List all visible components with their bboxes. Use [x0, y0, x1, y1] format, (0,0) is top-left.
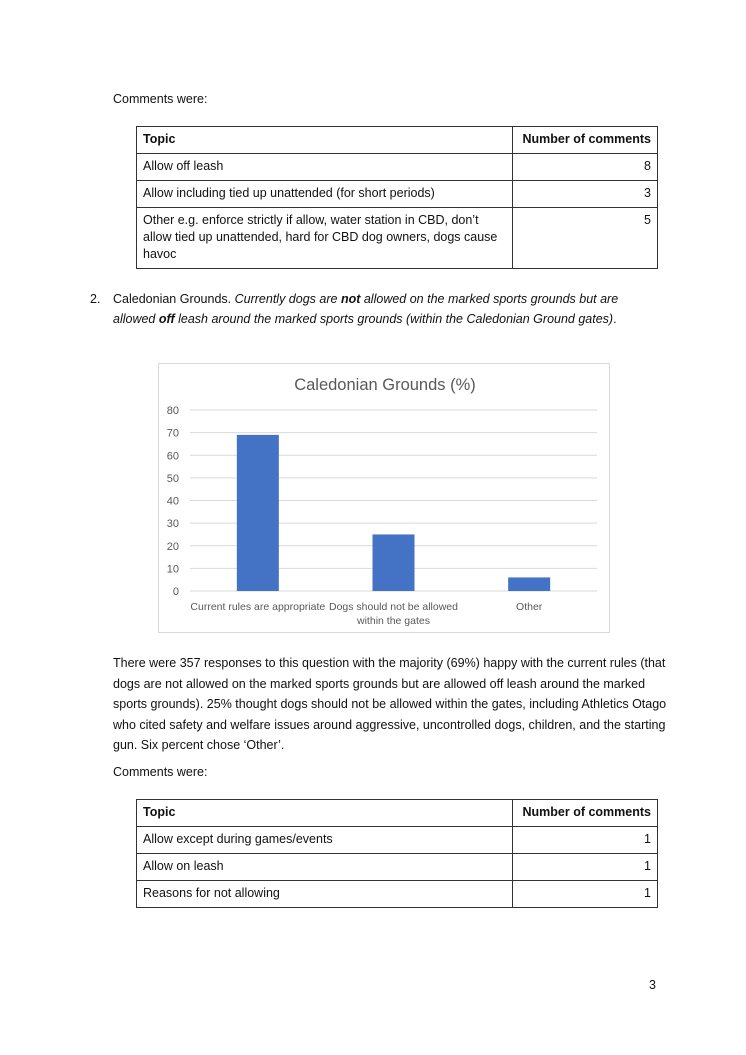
- y-tick-label: 20: [166, 540, 179, 553]
- count-cell: 1: [513, 854, 658, 881]
- topic-cell: Allow including tied up unattended (for short periods): [137, 181, 513, 208]
- comments-label-2: Comments were:: [113, 765, 208, 779]
- item-heading: Caledonian Grounds.: [113, 292, 232, 306]
- topic-cell: Allow off leash: [137, 154, 513, 181]
- page-number: 3: [649, 978, 656, 992]
- y-tick-label: 10: [166, 563, 179, 576]
- table-row: [137, 154, 658, 181]
- table-row: [137, 181, 658, 208]
- y-tick-label: 60: [166, 450, 179, 463]
- chart-container: [158, 363, 610, 633]
- topic-cell: Allow except during games/events: [137, 827, 513, 854]
- item-desc-part-e: leash around the marked sports grounds (within the Caledonian Ground gates): [178, 312, 614, 326]
- item-desc-end: .: [613, 312, 617, 326]
- topic-cell: Allow on leash: [137, 854, 513, 881]
- item-desc-emphasis-not: not: [340, 292, 361, 306]
- bar: [237, 435, 279, 591]
- y-tick-label: 70: [166, 427, 179, 440]
- header-topic: Topic: [137, 127, 513, 154]
- list-item-number: 2.: [90, 292, 101, 306]
- comments-table-1: [136, 126, 658, 269]
- bar: [508, 577, 550, 591]
- table-row: [137, 827, 658, 854]
- topic-cell: Reasons for not allowing: [137, 881, 513, 908]
- y-tick-label: 40: [166, 495, 179, 508]
- summary-paragraph: There were 357 responses to this question with the majority (69%) happy with the current rules (that dogs are not allowed on the marked sports grounds but are allowed off leash around the marked sports grounds). 25% thought dogs should not be allowed within the gates, including Athletics Otago who cited safety and welfare issues around aggressive, uncontrolled dogs, children, and the starting gun. Six percent chose ‘Other’.: [113, 656, 667, 752]
- item-desc-part-a: Currently dogs are: [234, 292, 338, 306]
- table-row: [137, 208, 658, 269]
- y-tick-label: 80: [166, 405, 179, 417]
- x-tick-label: within the gates: [357, 615, 430, 627]
- x-tick-label: Other: [516, 601, 543, 613]
- chart-title: Caledonian Grounds (%): [294, 376, 476, 394]
- table-row: [137, 854, 658, 881]
- table-header-row: [137, 127, 658, 154]
- x-tick-label: Current rules are appropriate: [190, 601, 326, 613]
- count-cell: 1: [513, 827, 658, 854]
- header-number-of-comments: Number of comments: [513, 800, 658, 827]
- count-cell: 8: [513, 154, 658, 181]
- y-tick-label: 50: [166, 472, 179, 485]
- count-cell: 1: [513, 881, 658, 908]
- item-desc-part-c: allowed on the marked sports grounds but are allowed: [113, 292, 619, 326]
- bar: [373, 534, 415, 591]
- y-tick-label: 0: [172, 586, 179, 598]
- table-header-row: [137, 800, 658, 827]
- topic-cell: Other e.g. enforce strictly if allow, water station in CBD, don’t allow tied up unattended, hard for CBD dog owners, dogs cause havoc: [137, 208, 513, 269]
- item-desc-emphasis-off: off: [158, 312, 175, 326]
- header-number-of-comments: Number of comments: [513, 127, 658, 154]
- x-tick-label: Dogs should not be allowed: [328, 601, 459, 613]
- header-topic: Topic: [137, 800, 513, 827]
- count-cell: 3: [513, 181, 658, 208]
- list-item-text: [113, 289, 653, 329]
- y-tick-label: 30: [166, 518, 179, 531]
- bar-chart: [159, 364, 609, 632]
- table-row: [137, 881, 658, 908]
- comments-table-2: [136, 799, 658, 908]
- comments-label-1: Comments were:: [113, 92, 208, 106]
- count-cell: 5: [513, 208, 658, 269]
